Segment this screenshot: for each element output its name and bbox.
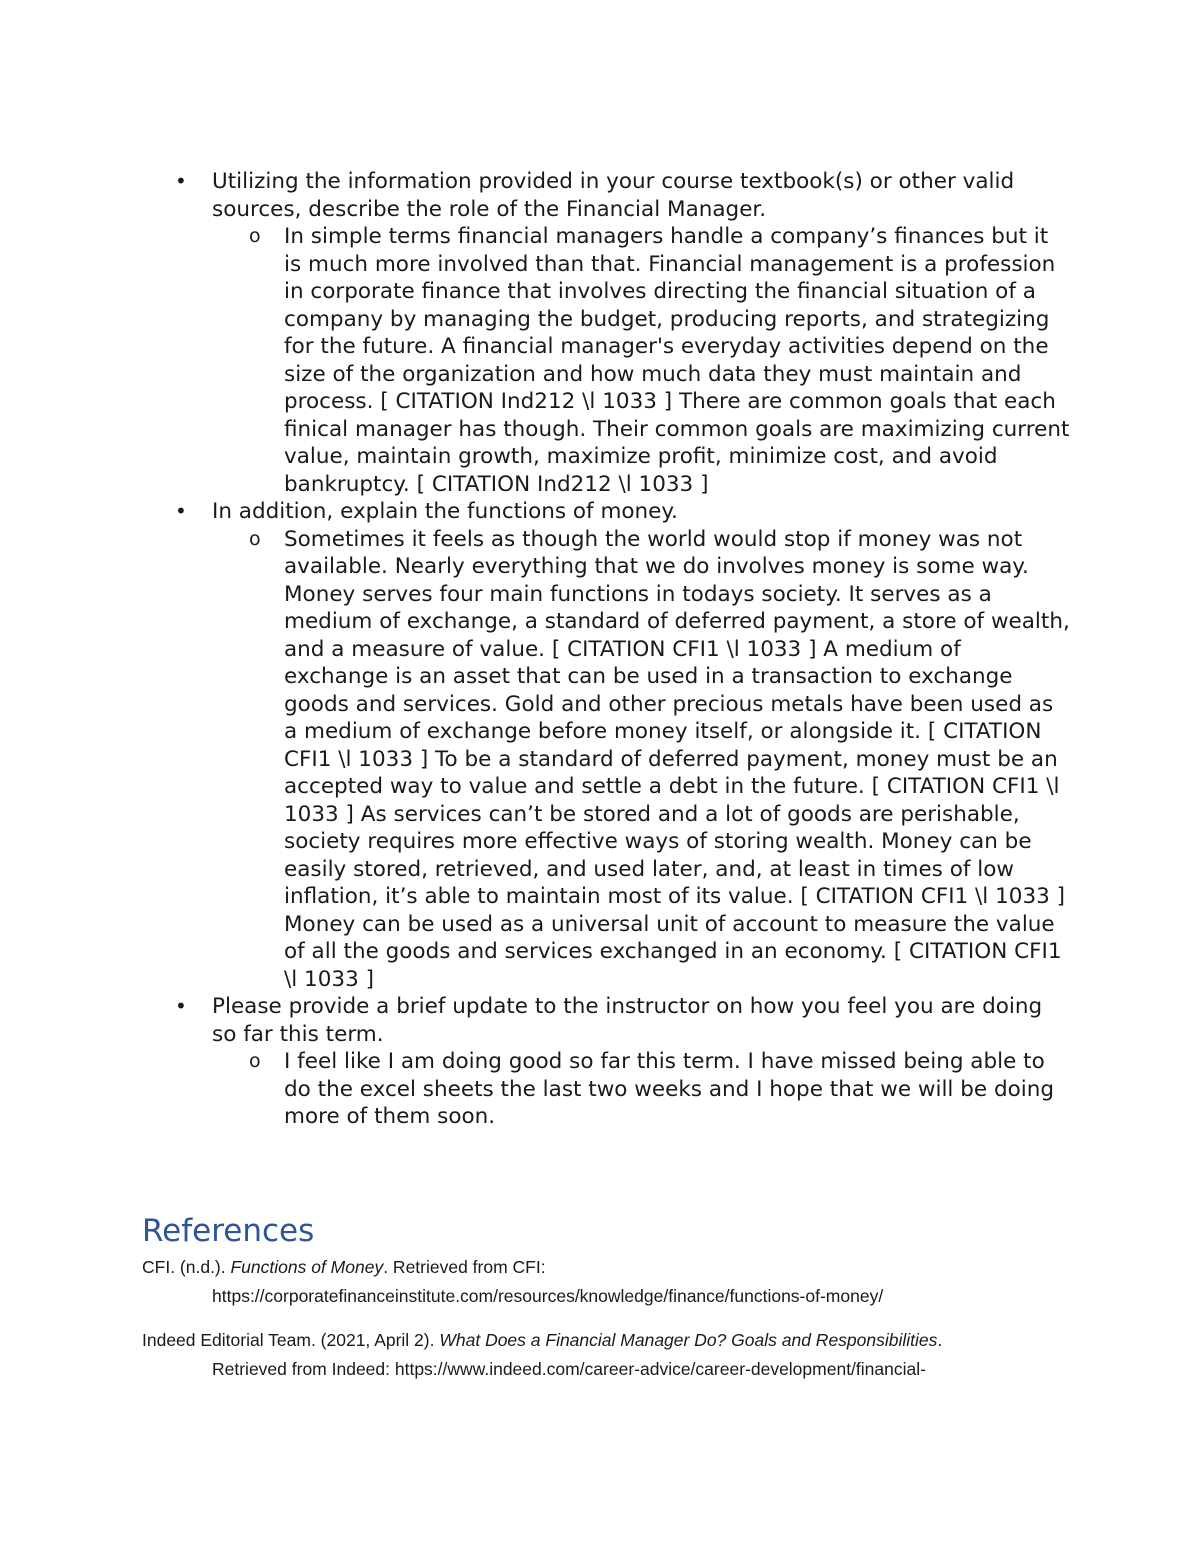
list-item <box>0 993 1200 1131</box>
answer-item <box>0 526 1200 994</box>
list-item <box>0 498 1200 993</box>
bulleted-list <box>0 168 1200 1131</box>
answer-text: I feel like I am doing good so far this term. I have missed being able to do the excel sheets the last two weeks and I hope that we will be doing more of them soon. <box>284 1049 1055 1129</box>
reference-authors: CFI. (n.d.). <box>142 1257 231 1277</box>
bullet-icon: • <box>175 499 187 523</box>
answer-item <box>0 223 1200 498</box>
list-item <box>0 168 1200 498</box>
reference-url: https://corporatefinanceinstitute.com/resources/knowledge/finance/functions-of-money/ <box>212 1286 884 1306</box>
question-text: Please provide a brief update to the instructor on how you feel you are doing so far this term. <box>212 994 1043 1047</box>
sub-bullet-icon: o <box>249 527 261 550</box>
reference-entry <box>142 1326 1072 1384</box>
references-heading: References <box>142 1213 315 1249</box>
question-text: Utilizing the information provided in your course textbook(s) or other valid sources, describe the role of the Financial Manager. <box>212 169 1015 222</box>
answer-text: In simple terms financial managers handle a company’s finances but it is much more involved than that. Financial management is a profession in corporate finance that involves directing the financial situation of a company by managing the budget, producing reports, and strategizing for the future. A financial manager's everyday activities depend on the size of the organization and how much data they must maintain and process. [ CITATION Ind212 \l 1033 ] There are common goals that each finical manager has though. Their common goals are maximizing current value, maintain growth, maximize profit, minimize cost, and avoid bankruptcy. [ CITATION Ind212 \l 1033 ] <box>284 224 1070 497</box>
reference-punctuation: . <box>937 1330 943 1350</box>
sub-bullet-icon: o <box>249 225 261 247</box>
bullet-icon: • <box>175 169 187 193</box>
reference-authors: Indeed Editorial Team. (2021, April 2). <box>142 1330 440 1350</box>
reference-title: Functions of Money <box>230 1257 384 1277</box>
answer-text: Sometimes it feels as though the world would stop if money was not available. Nearly everything that we do involves money is some way. Money serves four main functions in todays society. It serves as a medium of exchange, a standard of deferred payment, a store of wealth, and a measure of value. [ CITATION CFI1 \l 1033 ] A medium of exchange is an asset that can be used in a transaction to exchange goods and services. Gold and other precious metals have been used as a medium of exchange before money itself, or alongside it. [ CITATION CFI1 \l 1033 ] To be a standard of deferred payment, money must be an accepted way to value and settle a debt in the future. [ CITATION CFI1 \l 1033 ] As services can’t be stored and a lot of goods are perishable, society requires more effective ways of storing wealth. Money can be easily stored, retrieved, and used later, and, at least in times of low inflation, it’s able to maintain most of its value. [ CITATION CFI1 \l 1033 ] Money can be used as a universal unit of account to measure the value of all the goods and services exchanged in an economy. [ CITATION CFI1 \l 1033 ] <box>284 526 1070 992</box>
reference-url: Retrieved from Indeed: https://www.indeed.com/career-advice/career-development/financial- <box>212 1359 926 1379</box>
sub-bullet-icon: o <box>249 1050 261 1072</box>
question-text: In addition, explain the functions of money. <box>212 499 678 524</box>
bullet-icon: • <box>175 994 187 1018</box>
reference-entry <box>142 1253 1072 1311</box>
reference-title: What Does a Financial Manager Do? Goals and Responsibilities <box>439 1330 938 1350</box>
answer-item <box>0 1048 1200 1131</box>
reference-source: . Retrieved from CFI: <box>383 1257 546 1277</box>
